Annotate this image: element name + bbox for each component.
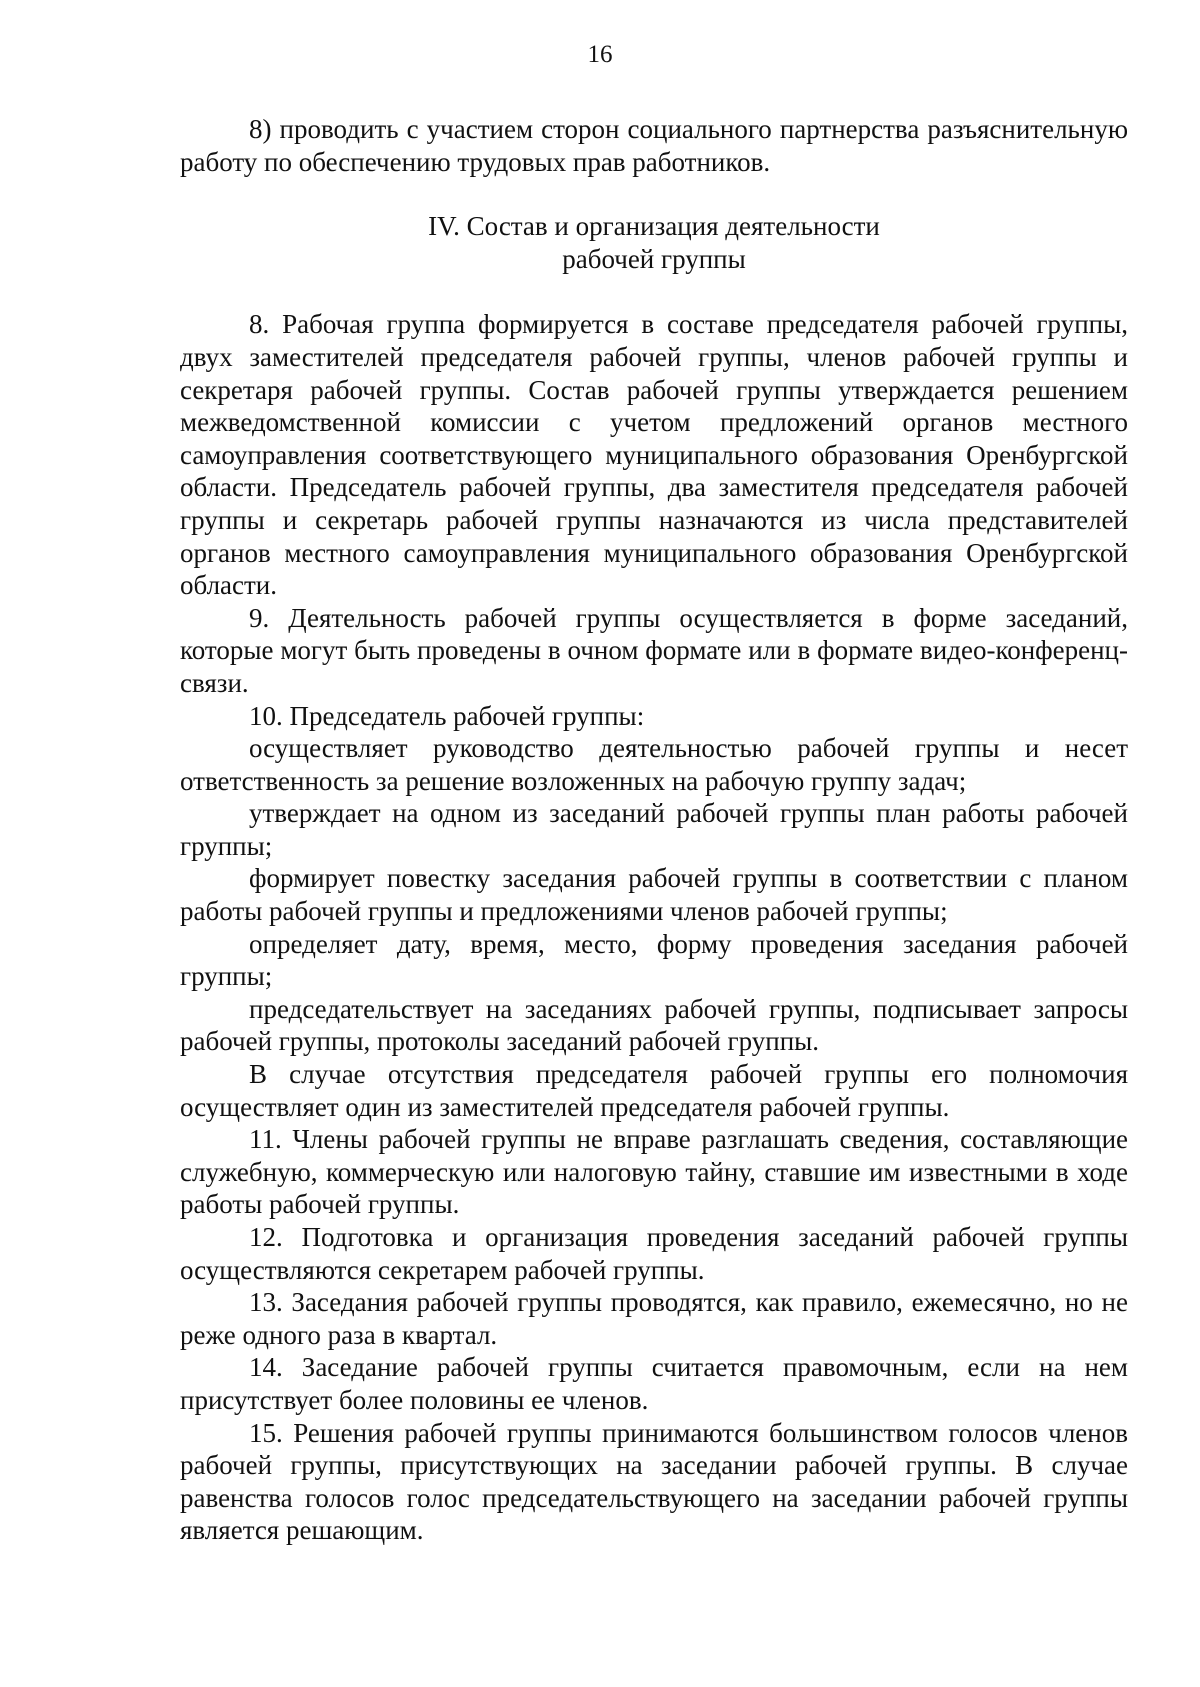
paragraph-13: 13. Заседания рабочей группы проводятся, как правило, ежемесячно, но не реже одного раза в квартал.	[180, 1287, 1128, 1350]
document-body	[180, 113, 1128, 1547]
spacer	[180, 178, 1128, 210]
paragraph-11: 11. Члены рабочей группы не вправе разглашать сведения, составляющие служебную, коммерческую или налоговую тайну, ставшие им известными в ходе работы рабочей группы.	[180, 1124, 1128, 1220]
page-number: 16	[587, 41, 613, 68]
paragraph-10-item-presides: председательствует на заседаниях рабочей группы, подписывает запросы рабочей группы, протоколы заседаний рабочей группы.	[180, 993, 1128, 1057]
paragraph-10: 10. Председатель рабочей группы:	[249, 700, 645, 731]
intro-paragraph: 8) проводить с участием сторон социального партнерства разъяснительную работу по обеспечению трудовых прав работников.	[180, 114, 1128, 177]
paragraph-10-item-leadership: осуществляет руководство деятельностью рабочей группы и несет ответственность за решение возложенных на рабочую группу задач;	[180, 733, 1128, 796]
paragraph-10-item-plan: утверждает на одном из заседаний рабочей группы план работы рабочей группы;	[180, 798, 1128, 861]
spacer	[180, 275, 1128, 308]
paragraph-8: 8. Рабочая группа формируется в составе председателя рабочей группы, двух заместителей председателя рабочей группы, членов рабочей группы и секретаря рабочей группы. Состав рабочей группы утверждается решением межведомственной комиссии с учетом предложений органов местного самоуправления соответствующего муниципального образования Оренбургской области. Председатель рабочей группы, два заместителя председателя рабочей группы и секретарь рабочей группы назначаются из числа представителей органов местного самоуправления муниципального образования Оренбургской области.	[180, 309, 1128, 601]
paragraph-14: 14. Заседание рабочей группы считается правомочным, если на нем присутствует более половины ее членов.	[180, 1352, 1128, 1415]
section-heading-line-1: IV. Состав и организация деятельности	[428, 211, 880, 242]
section-heading-line-2: рабочей группы	[562, 243, 746, 274]
paragraph-10-item-date: определяет дату, время, место, форму проведения заседания рабочей группы;	[180, 928, 1128, 992]
paragraph-10-absence: В случае отсутствия председателя рабочей группы его полномочия осуществляет один из заместителей председателя рабочей группы.	[180, 1059, 1128, 1122]
paragraph-15: 15. Решения рабочей группы принимаются большинством голосов членов рабочей группы, присутствующих на заседании рабочей группы. В случае равенства голосов голос председательствующего на заседании рабочей группы является решающим.	[180, 1417, 1128, 1546]
section-heading	[180, 210, 1128, 275]
paragraph-10-item-agenda: формирует повестку заседания рабочей группы в соответствии с планом работы рабочей группы и предложениями членов рабочей группы;	[180, 863, 1128, 927]
paragraph-9: 9. Деятельность рабочей группы осуществляется в форме заседаний, которые могут быть проведены в очном формате или в формате видео-конференц-связи.	[180, 602, 1128, 698]
paragraph-12: 12. Подготовка и организация проведения заседаний рабочей группы осуществляются секретарем рабочей группы.	[180, 1222, 1128, 1285]
